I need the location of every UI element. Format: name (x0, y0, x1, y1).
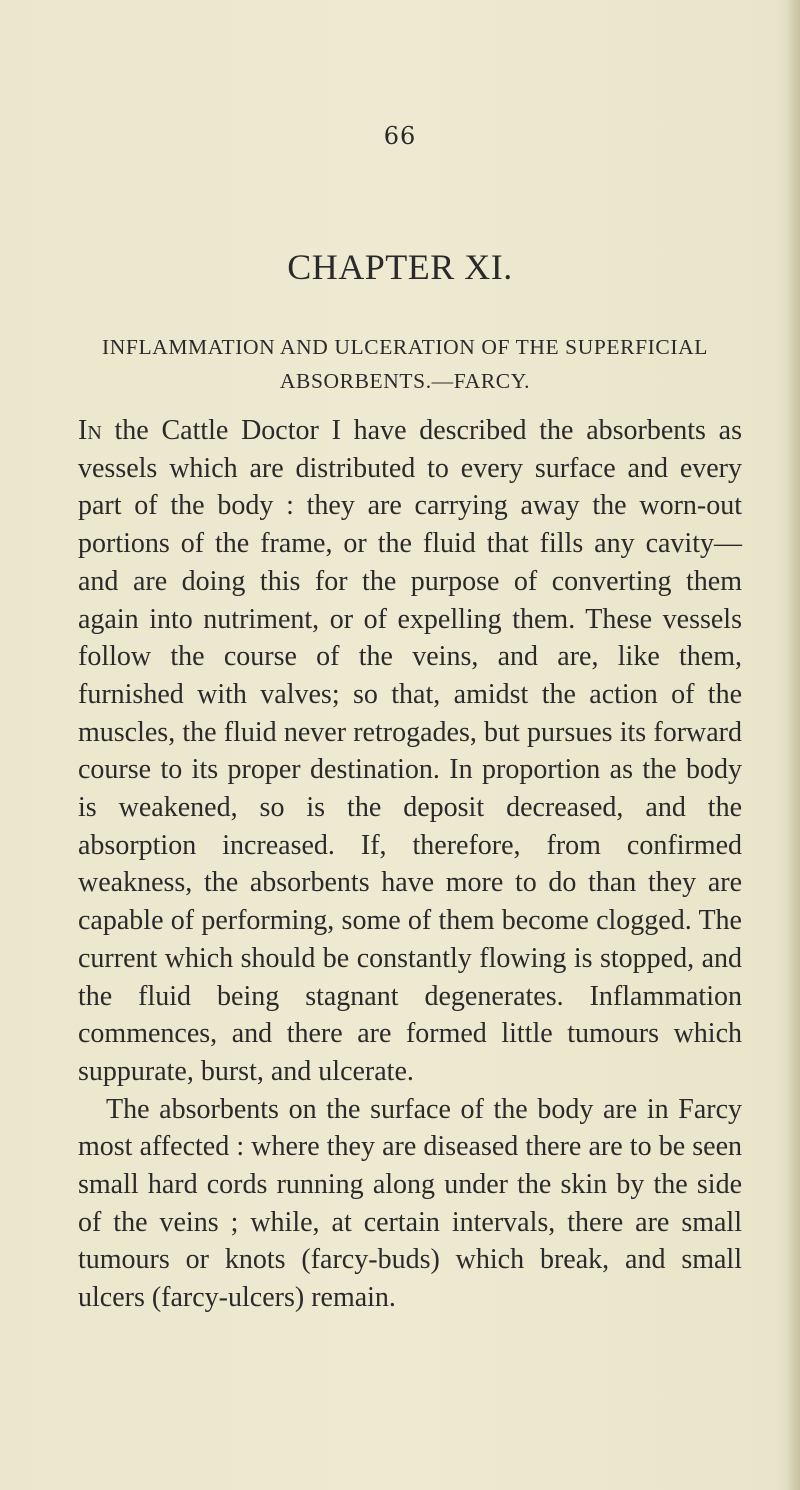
chapter-body (78, 412, 742, 1317)
chapter-subtitle (60, 330, 750, 398)
paragraph-2: The absorbents on the surface of the body are in Farcy most affected : where they are diseased there are to be seen small hard cords running along under the skin by the side of the veins ; while, at certain intervals, there are small tumours or knots (farcy-buds) which break, and small ulcers (farcy-ulcers) remain. (78, 1093, 742, 1314)
paragraph-1-text: the Cattle Doctor I have described the absorbents as vessels which are distributed to every surface and every part of the body : they are carrying away the worn-out portions of the frame, or the fluid that fills any cavity—and are doing this for the purpose of converting them again into nutriment, or of expelling them. These vessels follow the course of the veins, and are, like them, furnished with valves; so that, amidst the action of the muscles, the fluid never retrogades, but pursues its forward course to its proper destination. In proportion as the body is weakened, so is the deposit decreased, and the absorption increased. If, therefore, from confirmed weakness, the absorbents have more to do than they are capable of performing, some of them become clogged. The current which should be constantly flowing is stopped, and the fluid being stagnant degenerates. Inflammation commences, and there are formed little tumours which suppurate, burst, and ulcerate. (78, 415, 743, 1087)
page-edge-shadow (786, 0, 800, 1490)
chapter-title: CHAPTER XI. (287, 247, 513, 287)
page-number: 66 (383, 122, 417, 150)
paragraph-1-lead: In (78, 415, 102, 446)
subtitle-line-1: INFLAMMATION AND ULCERATION OF THE SUPERFICIAL (102, 335, 708, 359)
paragraph-1 (78, 412, 742, 1091)
subtitle-line-2: ABSORBENTS.—FARCY. (279, 369, 531, 393)
